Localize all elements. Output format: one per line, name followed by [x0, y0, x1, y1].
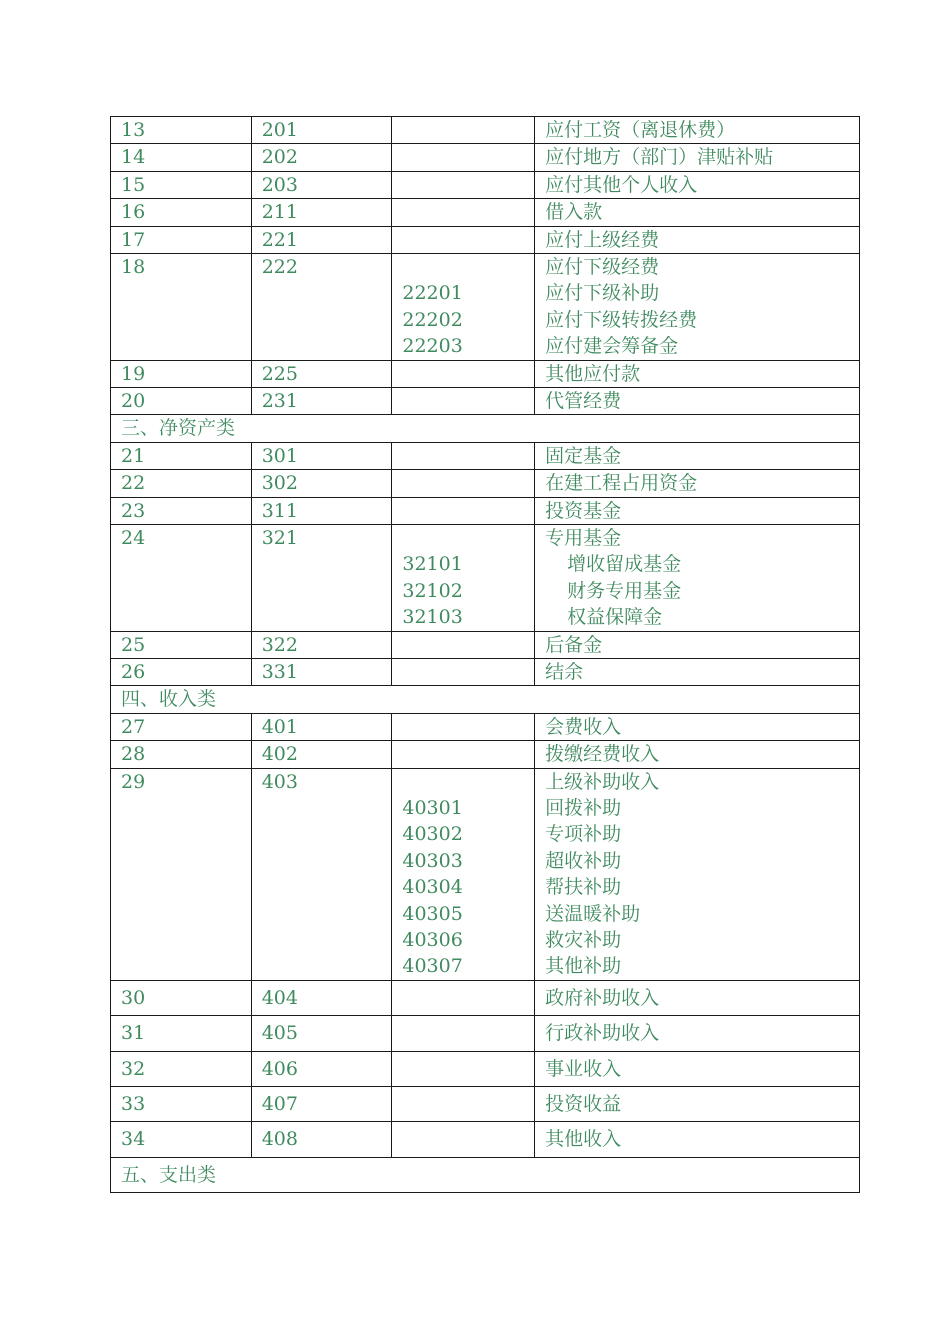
account-name-cell [535, 144, 860, 171]
table-row [111, 470, 860, 497]
table-row [111, 442, 860, 469]
row-number-cell: 30 [111, 980, 252, 1015]
sub-account-code: 40307 [402, 955, 463, 978]
table-row [111, 525, 860, 632]
table-row [111, 254, 860, 361]
account-name: 其他应付款 [545, 362, 641, 385]
sub-account-code: 32103 [402, 606, 463, 629]
row-number-cell: 17 [111, 226, 252, 253]
account-name-cell [535, 1051, 860, 1086]
account-code-cell: 301 [251, 442, 392, 469]
account-name: 其他补助 [545, 955, 622, 978]
sub-account-code-cell [392, 442, 535, 469]
account-code-cell: 202 [251, 144, 392, 171]
row-number-cell: 32 [111, 1051, 252, 1086]
account-name-cell [535, 497, 860, 524]
account-code-cell: 331 [251, 659, 392, 686]
section-heading: 五、支出类 [111, 1157, 860, 1192]
account-name: 拨缴经费收入 [545, 743, 660, 766]
account-name-cell [535, 254, 860, 361]
sub-account-code-cell [392, 226, 535, 253]
row-number-cell: 25 [111, 631, 252, 658]
account-name: 超收补助 [545, 849, 622, 872]
accounts-table [110, 116, 860, 1193]
sub-account-code-cell [392, 713, 535, 740]
row-number-cell: 34 [111, 1122, 252, 1157]
account-name: 后备金 [545, 633, 603, 656]
table-row [111, 1016, 860, 1051]
account-name-cell [535, 631, 860, 658]
row-number-cell: 20 [111, 388, 252, 415]
account-name-cell [535, 980, 860, 1015]
sub-account-code: 40301 [402, 797, 463, 820]
table-row [111, 631, 860, 658]
table-row [111, 199, 860, 226]
sub-account-code: 40303 [402, 849, 463, 872]
account-name: 应付建会筹备金 [545, 335, 679, 358]
row-number-cell: 29 [111, 768, 252, 980]
account-name-cell [535, 1122, 860, 1157]
table-row [111, 1122, 860, 1157]
account-name-cell [535, 388, 860, 415]
account-code-cell: 221 [251, 226, 392, 253]
account-name: 送温暖补助 [545, 902, 641, 925]
account-code-cell: 408 [251, 1122, 392, 1157]
table-row [111, 226, 860, 253]
row-number-cell: 18 [111, 254, 252, 361]
account-name: 会费收入 [545, 715, 622, 738]
account-name: 救灾补助 [545, 928, 622, 951]
section-heading: 三、净资产类 [111, 415, 860, 442]
sub-account-code-cell [392, 1122, 535, 1157]
row-number-cell: 16 [111, 199, 252, 226]
row-number-cell: 13 [111, 117, 252, 144]
section-row [111, 1157, 860, 1192]
sub-account-code-cell [392, 741, 535, 768]
account-code-cell: 231 [251, 388, 392, 415]
table-row [111, 497, 860, 524]
sub-account-code: 32101 [402, 553, 463, 576]
account-name: 权益保障金 [567, 606, 663, 629]
account-name: 应付下级经费 [545, 256, 660, 279]
sub-account-code-cell [392, 388, 535, 415]
sub-account-code-cell [392, 144, 535, 171]
sub-account-code: 22201 [402, 282, 463, 305]
account-name-cell [535, 741, 860, 768]
table-row [111, 768, 860, 980]
sub-account-code [402, 254, 534, 280]
account-name-cell [535, 525, 860, 632]
account-name: 帮扶补助 [545, 876, 622, 899]
account-code-cell: 405 [251, 1016, 392, 1051]
account-name: 行政补助收入 [545, 1022, 660, 1045]
sub-account-code-cell [392, 1016, 535, 1051]
sub-account-code-cell [392, 1051, 535, 1086]
account-name-cell [535, 470, 860, 497]
account-name: 应付工资（离退休费） [545, 119, 736, 141]
account-code-cell: 225 [251, 360, 392, 387]
account-name: 应付上级经费 [545, 228, 660, 251]
row-number-cell: 19 [111, 360, 252, 387]
account-name: 借入款 [545, 201, 603, 224]
account-code-cell: 407 [251, 1086, 392, 1121]
account-code-cell: 203 [251, 171, 392, 198]
account-name-cell [535, 171, 860, 198]
sub-account-code: 32102 [402, 579, 463, 602]
account-name-cell [535, 713, 860, 740]
sub-account-code-cell [392, 659, 535, 686]
sub-account-code: 22202 [402, 308, 463, 331]
row-number-cell: 33 [111, 1086, 252, 1121]
table-row [111, 360, 860, 387]
sub-account-code-cell [392, 117, 535, 144]
table-row [111, 117, 860, 144]
account-name-cell [535, 226, 860, 253]
sub-account-code: 40304 [402, 876, 463, 899]
account-name: 在建工程占用资金 [545, 472, 698, 495]
sub-account-code-cell [392, 360, 535, 387]
account-name: 固定基金 [545, 444, 622, 467]
account-name: 财务专用基金 [567, 579, 682, 602]
account-name-cell [535, 1016, 860, 1051]
sub-account-code-cell [392, 525, 535, 632]
account-code-cell: 403 [251, 768, 392, 980]
account-code-cell: 311 [251, 497, 392, 524]
row-number-cell: 24 [111, 525, 252, 632]
account-name-cell [535, 659, 860, 686]
table-row [111, 1086, 860, 1121]
account-name: 专项补助 [545, 823, 622, 846]
row-number-cell: 28 [111, 741, 252, 768]
sub-account-code-cell [392, 470, 535, 497]
row-number-cell: 21 [111, 442, 252, 469]
account-name: 其他收入 [545, 1128, 622, 1151]
account-name: 结余 [545, 661, 584, 683]
row-number-cell: 22 [111, 470, 252, 497]
sub-account-code-cell [392, 497, 535, 524]
row-number-cell: 26 [111, 659, 252, 686]
table-row [111, 388, 860, 415]
sub-account-code: 40306 [402, 928, 463, 951]
account-code-cell: 406 [251, 1051, 392, 1086]
sub-account-code: 22203 [402, 335, 463, 358]
account-code-cell: 402 [251, 741, 392, 768]
sub-account-code: 40302 [402, 823, 463, 846]
table-row [111, 659, 860, 686]
account-name-cell [535, 117, 860, 144]
account-name-cell [535, 1086, 860, 1121]
account-code-cell: 201 [251, 117, 392, 144]
row-number-cell: 31 [111, 1016, 252, 1051]
account-code-cell: 321 [251, 525, 392, 632]
account-name: 应付其他个人收入 [545, 173, 698, 196]
account-name: 投资基金 [545, 499, 622, 522]
account-name: 代管经费 [545, 390, 622, 412]
section-row [111, 415, 860, 442]
sub-account-code-cell [392, 980, 535, 1015]
sub-account-code: 40305 [402, 902, 463, 925]
row-number-cell: 15 [111, 171, 252, 198]
row-number-cell: 23 [111, 497, 252, 524]
table-row [111, 1051, 860, 1086]
sub-account-code-cell [392, 1086, 535, 1121]
account-code-cell: 322 [251, 631, 392, 658]
sub-account-code [402, 769, 534, 795]
row-number-cell: 14 [111, 144, 252, 171]
account-name: 应付下级转拨经费 [545, 308, 698, 331]
table-row [111, 171, 860, 198]
accounts-table-page [110, 116, 860, 1193]
section-heading: 四、收入类 [111, 686, 860, 713]
account-name-cell [535, 360, 860, 387]
account-name: 增收留成基金 [567, 553, 682, 576]
account-code-cell: 211 [251, 199, 392, 226]
account-name-cell [535, 199, 860, 226]
sub-account-code [402, 525, 534, 551]
account-code-cell: 222 [251, 254, 392, 361]
account-name-cell [535, 768, 860, 980]
table-row [111, 713, 860, 740]
table-row [111, 144, 860, 171]
account-name: 政府补助收入 [545, 986, 660, 1009]
account-code-cell: 404 [251, 980, 392, 1015]
sub-account-code-cell [392, 199, 535, 226]
accounts-table-body [111, 117, 860, 1193]
account-name: 回拨补助 [545, 797, 622, 820]
sub-account-code-cell [392, 631, 535, 658]
table-row [111, 741, 860, 768]
section-row [111, 686, 860, 713]
account-name: 专用基金 [545, 527, 622, 550]
sub-account-code-cell [392, 254, 535, 361]
sub-account-code-cell [392, 171, 535, 198]
row-number-cell: 27 [111, 713, 252, 740]
account-name: 上级补助收入 [545, 770, 660, 793]
account-name-cell [535, 442, 860, 469]
sub-account-code-cell [392, 768, 535, 980]
account-name: 应付下级补助 [545, 282, 660, 305]
table-row [111, 980, 860, 1015]
account-code-cell: 401 [251, 713, 392, 740]
account-code-cell: 302 [251, 470, 392, 497]
account-name: 投资收益 [545, 1092, 622, 1115]
account-name: 事业收入 [545, 1057, 622, 1080]
account-name: 应付地方（部门）津贴补贴 [545, 146, 774, 169]
